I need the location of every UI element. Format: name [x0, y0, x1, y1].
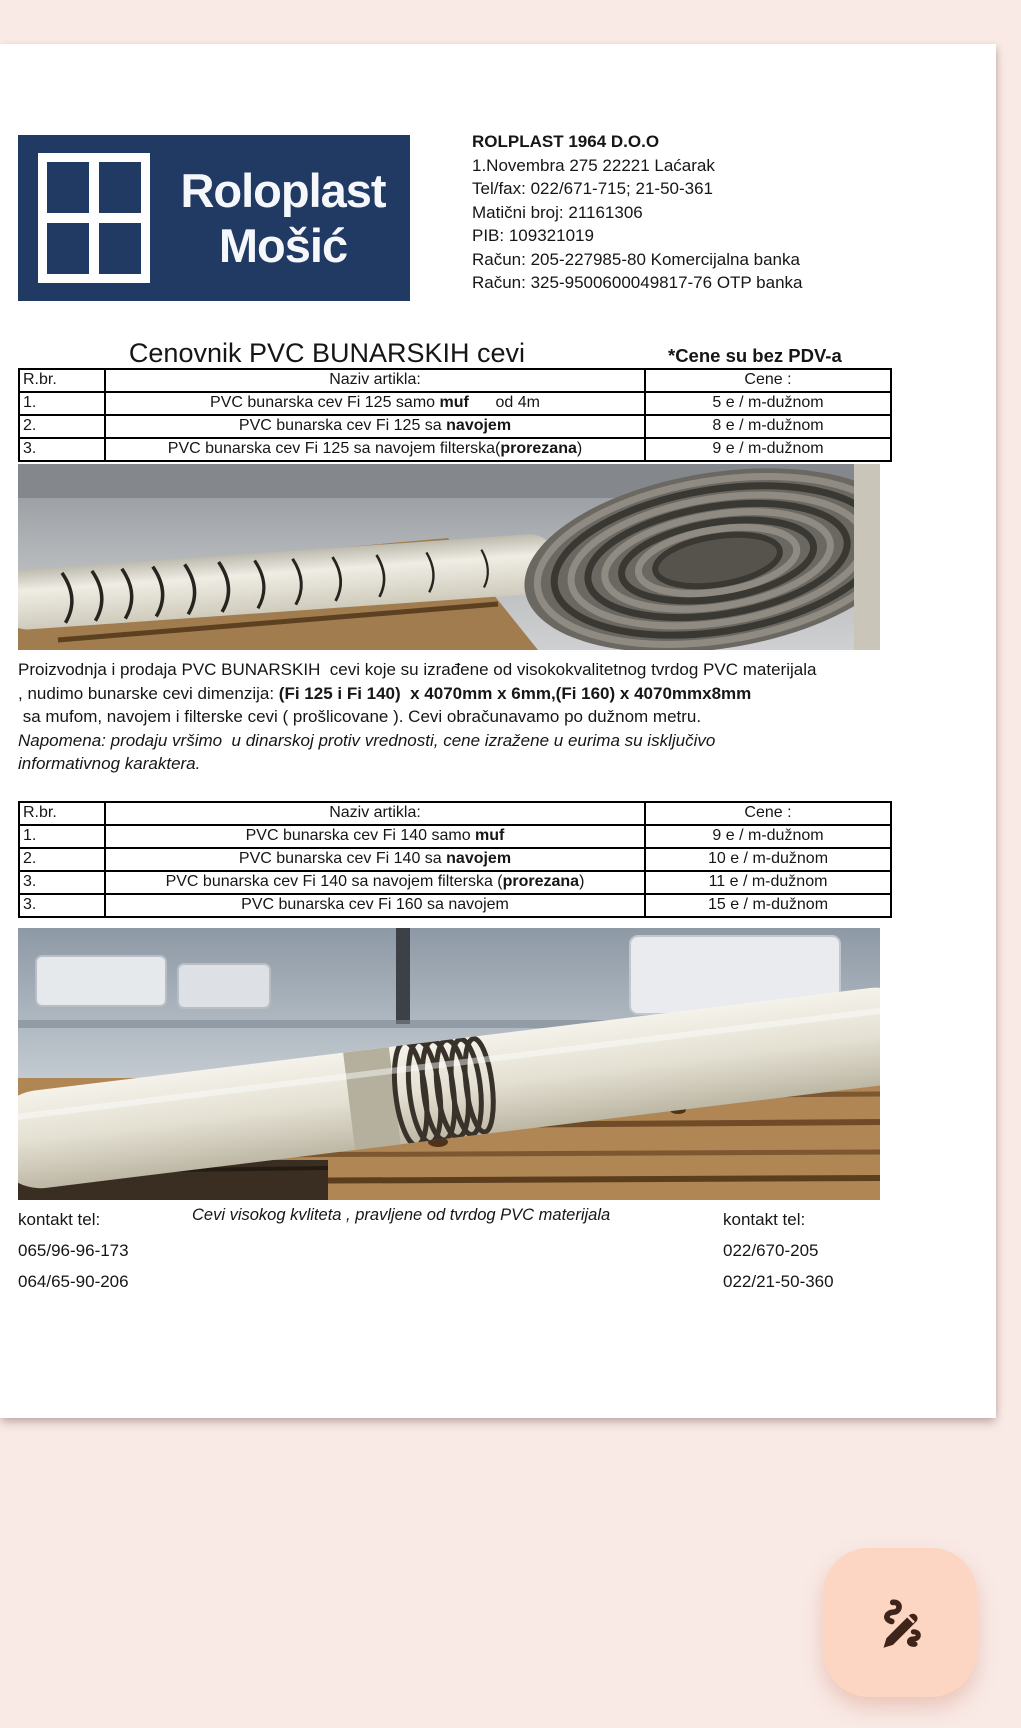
contact-phone: 064/65-90-206 — [18, 1272, 129, 1291]
description-line: Proizvodnja i prodaja PVC BUNARSKIH cevi koje su izrađene od visokokvalitetnog tvrdog PVC materijala — [18, 660, 817, 679]
article-name-cell — [105, 438, 645, 461]
company-name: ROLPLAST 1964 D.O.O — [472, 132, 660, 151]
contact-label: kontakt tel: — [18, 1210, 101, 1229]
price-table-fi125 — [18, 368, 892, 462]
article-text-bold: prorezana — [500, 440, 577, 458]
company-info — [472, 130, 803, 295]
contact-label: kontakt tel: — [723, 1210, 806, 1229]
article-text: PVC bunarska cev Fi 125 sa navojem filterska( — [167, 440, 501, 458]
article-text: PVC bunarska cev Fi 140 samo — [245, 827, 476, 845]
company-telfax: Tel/fax: 022/671-715; 21-50-361 — [472, 179, 714, 198]
logo-line-1: Roloplast — [180, 164, 386, 217]
logo-wordmark — [156, 141, 410, 295]
contact-phone: 022/670-205 — [723, 1241, 819, 1260]
article-text: PVC bunarska cev Fi 140 sa — [238, 850, 447, 868]
pipes-photo-filter-and-thread — [18, 464, 880, 650]
article-text-bold: prorezana — [502, 873, 580, 891]
contact-phone: 065/96-96-173 — [18, 1241, 129, 1260]
row-number-cell: 2. — [19, 415, 105, 438]
company-address: 1.Novembra 275 22221 Laćarak — [472, 155, 715, 175]
row-number-cell: 3. — [19, 894, 105, 917]
signature-pen-icon — [867, 1590, 933, 1656]
article-text: PVC bunarska cev Fi 125 sa — [238, 417, 447, 435]
table-row — [19, 871, 891, 894]
header-rbr: R.br. — [19, 369, 105, 392]
pipe-photo-coupling — [18, 928, 880, 1200]
price-cell: 9 e / m-dužnom — [645, 825, 891, 848]
window-icon — [38, 153, 150, 283]
company-account-2: Račun: 325-9500600049817-76 OTP banka — [472, 273, 803, 292]
company-reg-number: Matični broj: 21161306 — [472, 202, 643, 222]
description-text-bold: (Fi 125 i Fi 140) x 4070mm x 6mm,(Fi 160) x 4070mmx8mm — [278, 683, 752, 703]
article-text: PVC bunarska cev Fi 125 samo — [210, 394, 440, 412]
table-row — [19, 894, 891, 917]
description-text: , nudimo bunarske cevi dimenzija: — [18, 683, 279, 703]
header-cene: Cene : — [645, 802, 891, 825]
article-text: PVC bunarska cev Fi 140 sa navojem filterska ( — [165, 873, 503, 891]
row-number-cell: 3. — [19, 871, 105, 894]
header-rbr: R.br. — [19, 802, 105, 825]
window-icon-grid — [47, 162, 141, 274]
price-cell: 9 e / m-dužnom — [645, 438, 891, 461]
table-row — [19, 848, 891, 871]
table-row — [19, 825, 891, 848]
article-text-bold: muf — [475, 827, 505, 845]
table-header-row — [19, 802, 891, 825]
header-cene: Cene : — [645, 369, 891, 392]
company-account-1: Račun: 205-227985-80 Komercijalna banka — [472, 249, 800, 269]
article-text: PVC bunarska cev Fi 160 sa navojem — [241, 896, 509, 914]
roloplast-logo — [18, 135, 410, 301]
price-cell: 11 e / m-dužnom — [645, 871, 891, 894]
table-row — [19, 438, 891, 461]
article-text: ) — [576, 440, 583, 458]
contact-block-right — [723, 1204, 834, 1297]
contact-block-left — [18, 1204, 129, 1297]
header-naziv: Naziv artikla: — [105, 802, 645, 825]
row-number-cell: 3. — [19, 438, 105, 461]
note-line: Napomena: prodaju vršimo u dinarskoj protiv vrednosti, cene izražene u eurima su isključivo — [18, 730, 716, 750]
quality-note: Cevi visokog kvliteta , pravljene od tvrdog PVC materijala — [192, 1206, 611, 1224]
window-pane — [99, 223, 141, 274]
price-cell: 5 e / m-dužnom — [645, 392, 891, 415]
article-name-cell — [105, 415, 645, 438]
article-name-cell — [105, 392, 645, 415]
article-name-cell — [105, 848, 645, 871]
row-number-cell: 2. — [19, 848, 105, 871]
article-text: od 4m — [468, 394, 540, 412]
logo-line-2: Mošić — [218, 219, 348, 272]
article-text-bold: muf — [439, 394, 469, 412]
price-cell: 10 e / m-dužnom — [645, 848, 891, 871]
table-row — [19, 392, 891, 415]
edit-signature-fab[interactable] — [823, 1548, 977, 1697]
row-number-cell: 1. — [19, 392, 105, 415]
price-table-fi140-fi160 — [18, 801, 892, 918]
article-text: ) — [579, 873, 585, 891]
window-pane — [47, 223, 89, 274]
article-text-bold: navojem — [446, 850, 512, 868]
row-number-cell: 1. — [19, 825, 105, 848]
article-name-cell — [105, 871, 645, 894]
table-header-row — [19, 369, 891, 392]
vat-note: *Cene su bez PDV-a — [668, 345, 842, 366]
company-pib: PIB: 109321019 — [472, 226, 594, 245]
note-line: informativnog karaktera. — [18, 754, 201, 774]
document-page — [0, 44, 996, 1418]
article-name-cell — [105, 894, 645, 917]
article-name-cell — [105, 825, 645, 848]
contact-phone: 022/21-50-360 — [723, 1272, 834, 1291]
price-cell: 8 e / m-dužnom — [645, 415, 891, 438]
article-text-bold: navojem — [446, 417, 512, 435]
window-pane — [99, 162, 141, 213]
description-line: sa mufom, navojem i filterske cevi ( prošlicovane ). Cevi obračunavamo po dužnom metru. — [18, 707, 702, 727]
page-title: Cenovnik PVC BUNARSKIH cevi — [128, 338, 526, 368]
description-paragraph — [18, 658, 902, 776]
description-line — [18, 682, 902, 706]
price-cell: 15 e / m-dužnom — [645, 894, 891, 917]
table-row — [19, 415, 891, 438]
window-pane — [47, 162, 89, 213]
header-naziv: Naziv artikla: — [105, 369, 645, 392]
